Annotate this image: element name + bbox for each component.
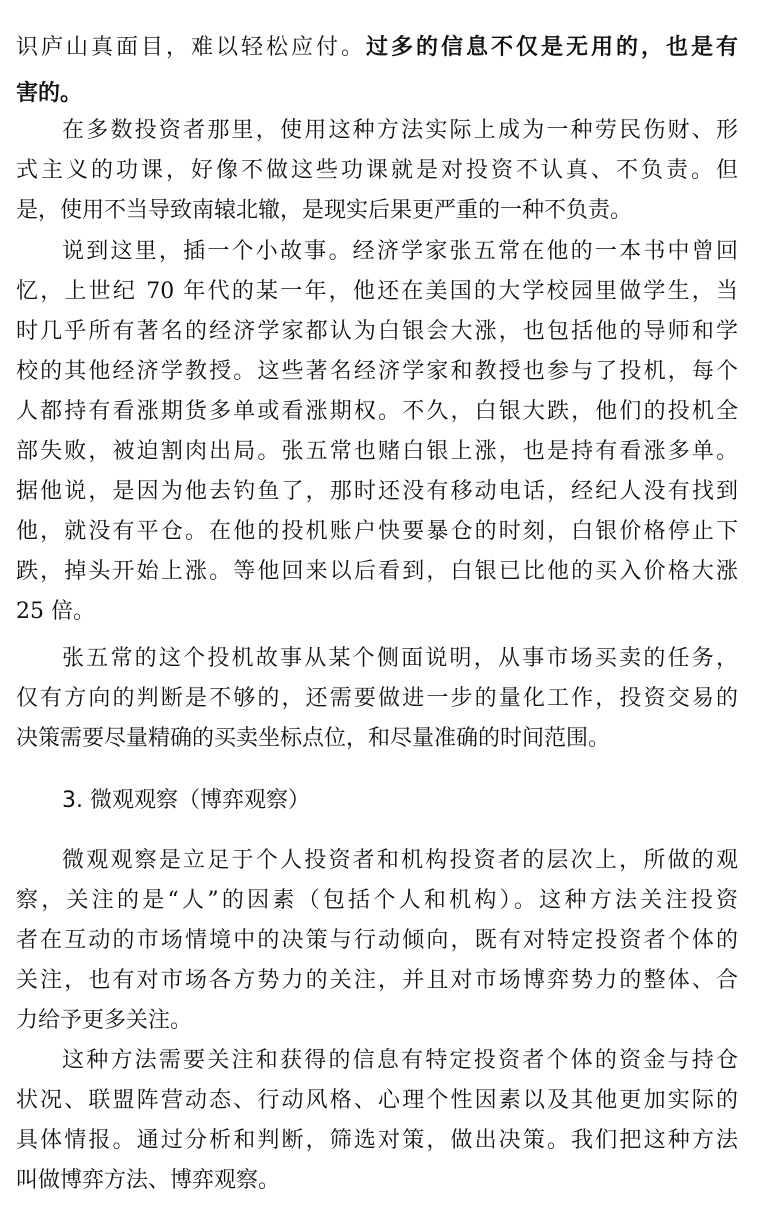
paragraph-4-line-1: 张五常的这个投机故事从某个侧面说明，从事市场买卖的任务， [62, 646, 738, 671]
paragraph-4-line-2: 仅有方向的判断是不够的，还需要做进一步的量化工作，投资交易的 [16, 686, 738, 711]
paragraph-5-line-4: 关注，也有对市场各方势力的关注，并且对市场博弈势力的整体、合 [16, 968, 738, 993]
paragraph-5-line-5: 力给予更多关注。 [16, 1008, 193, 1033]
paragraph-1-line-2: 害的。 [16, 80, 83, 106]
paragraph-3-line-10: 25 倍。 [16, 599, 95, 624]
paragraph-3-line-8: 他，就没有平仓。在他的投机账户快要暴仓的时刻，白银价格停止下 [16, 519, 738, 544]
paragraph-3-line-7: 据他说，是因为他去钓鱼了，那时还没有移动电话，经纪人没有找到 [16, 479, 738, 504]
paragraph-5-line-1: 微观观察是立足于个人投资者和机构投资者的层次上，所做的观 [62, 848, 738, 873]
paragraph-2-line-3: 是，使用不当导致南辕北辙，是现实后果更严重的一种不负责。 [16, 198, 633, 223]
paragraph-6-line-4: 叫做博弈方法、博弈观察。 [16, 1168, 281, 1193]
paragraph-6-line-3: 具体情报。通过分析和判断，筛选对策，做出决策。我们把这种方法 [16, 1128, 738, 1153]
paragraph-2-line-2: 式主义的功课，好像不做这些功课就是对投资不认真、不负责。但 [16, 158, 738, 183]
paragraph-3-line-6: 部失败，被迫割肉出局。张五常也赌白银上涨，也是持有看涨多单。 [16, 439, 738, 464]
paragraph-3-line-3: 时几乎所有著名的经济学家都认为白银会大涨，也包括他的导师和学 [16, 319, 738, 344]
paragraph-1-line-1 [16, 24, 738, 70]
paragraph-5-line-3: 者在互动的市场情境中的决策与行动倾向，既有对特定投资者个体的 [16, 928, 738, 953]
paragraph-2-line-1: 在多数投资者那里，使用这种方法实际上成为一种劳民伤财、形 [62, 118, 738, 143]
section-heading: 3. 微观观察（博弈观察） [62, 788, 310, 813]
paragraph-3-line-1: 说到这里，插一个小故事。经济学家张五常在他的一本书中曾回 [62, 239, 738, 264]
paragraph-3-line-5: 人都持有看涨期货多单或看涨期权。不久，白银大跌，他们的投机全 [16, 399, 738, 424]
paragraph-1-line-1-bold: 过多的信息不仅是无用的，也是有 [366, 34, 738, 60]
paragraph-6-line-1: 这种方法需要关注和获得的信息有特定投资者个体的资金与持仓 [62, 1048, 738, 1073]
paragraph-6-line-2: 状况、联盟阵营动态、行动风格、心理个性因素以及其他更加实际的 [16, 1088, 738, 1113]
paragraph-1-line-1-normal: 识庐山真面目，难以轻松应付。 [16, 35, 366, 60]
paragraph-4-line-3: 决策需要尽量精确的买卖坐标点位，和尽量准确的时间范围。 [16, 726, 611, 751]
paragraph-5-line-2: 察，关注的是“人”的因素（包括个人和机构）。这种方法关注投资 [16, 888, 738, 913]
paragraph-3-line-2: 忆，上世纪 70 年代的某一年，他还在美国的大学校园里做学生，当 [16, 279, 738, 304]
paragraph-3-line-4: 校的其他经济学教授。这些著名经济学家和教授也参与了投机，每个 [16, 359, 738, 384]
paragraph-3-line-9: 跌，掉头开始上涨。等他回来以后看到，白银已比他的买入价格大涨 [16, 559, 738, 584]
